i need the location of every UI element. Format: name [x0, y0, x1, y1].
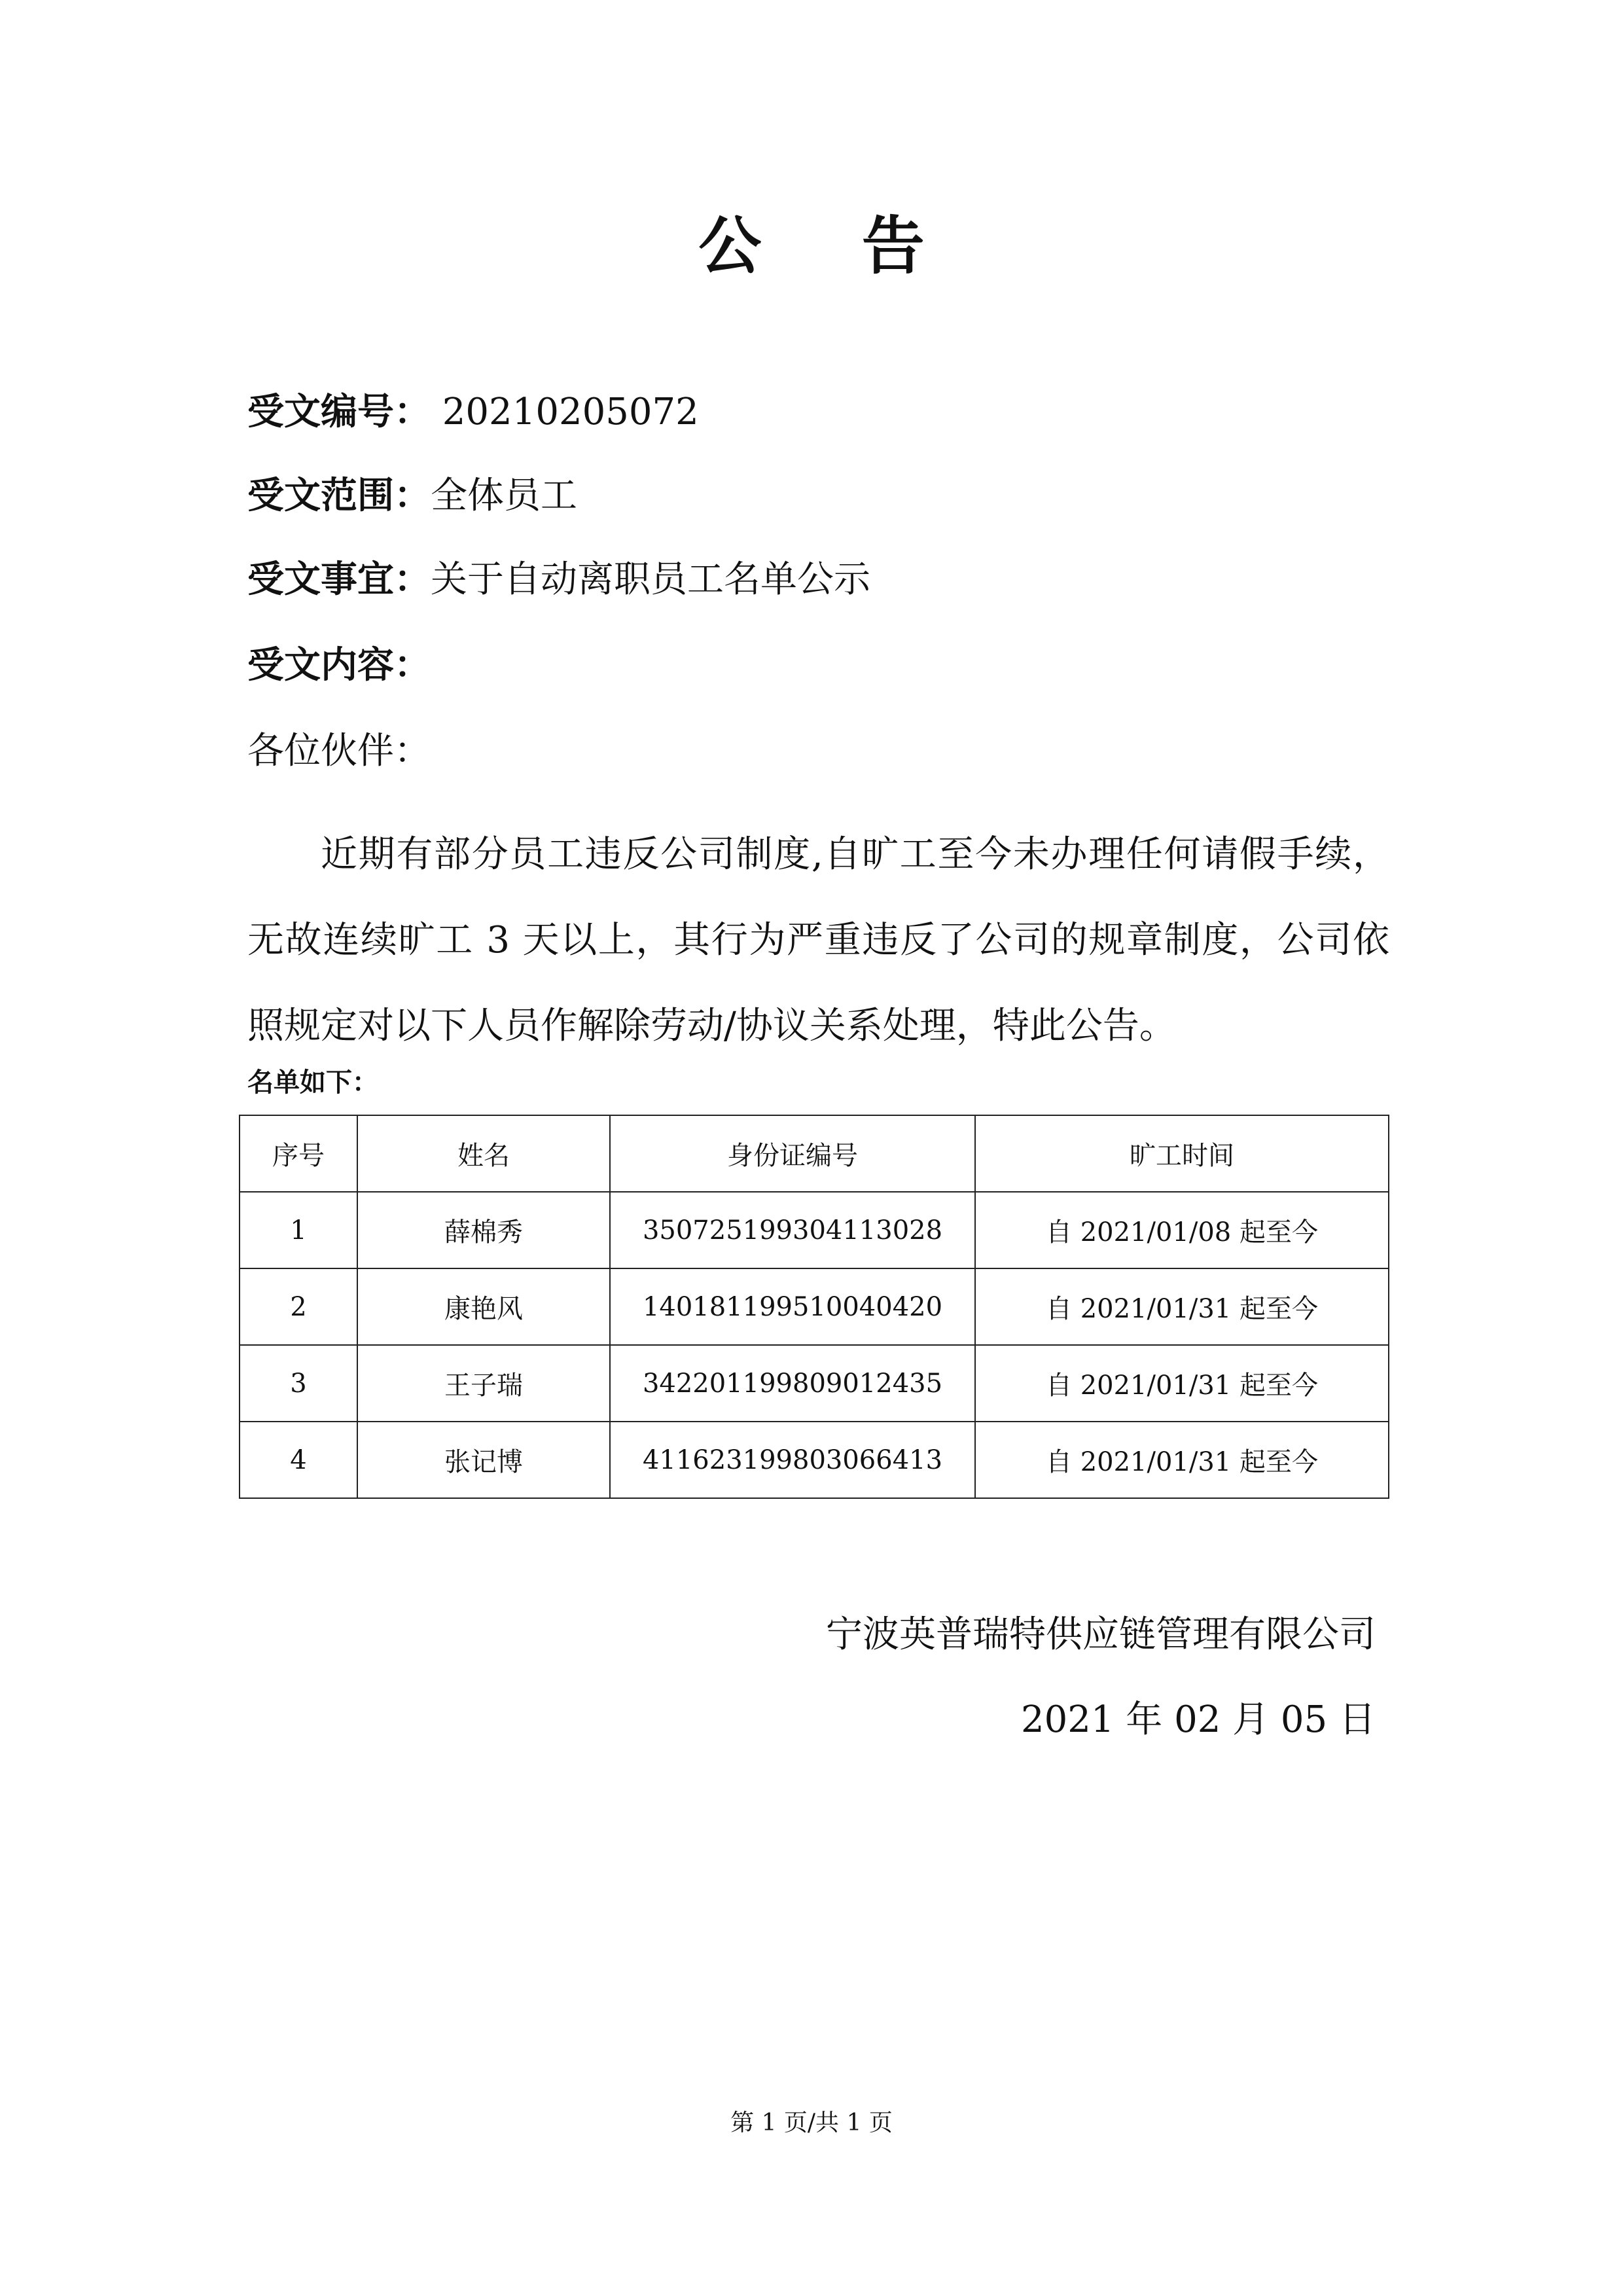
signature-company: 宁波英普瑞特供应链管理有限公司 [826, 1613, 1376, 1656]
greeting: 各位伙伴： [247, 730, 431, 772]
meta-doc-number [247, 386, 699, 439]
meta-label: 受文范围： [247, 475, 431, 517]
row-index: 3 [240, 1345, 357, 1422]
page-title: 公 告 [698, 209, 964, 283]
meta-value: 关于自动离职员工名单公示 [431, 558, 870, 601]
table-row [240, 1192, 1389, 1268]
column-header: 姓名 [357, 1115, 610, 1192]
table-row [240, 1422, 1389, 1498]
employee-table [239, 1115, 1389, 1499]
column-header: 身份证编号 [610, 1115, 975, 1192]
body-paragraph: 近期有部分员工违反公司制度,自旷工至今未办理任何请假手续，无故连续旷工 3 天以上，其行为严重违反了公司的规章制度，公司依照规定对以下人员作解除劳动/协议关系处理，特此公告。 [247, 833, 1389, 1047]
row-index: 2 [240, 1268, 357, 1345]
meta-value: 20210205072 [431, 391, 699, 433]
meta-value: 全体员工 [431, 475, 577, 517]
meta-label: 受文编号： [247, 391, 431, 433]
absence-period: 自 2021/01/08 起至今 [975, 1192, 1389, 1268]
absence-period: 自 2021/01/31 起至今 [975, 1268, 1389, 1345]
id-number: 140181199510040420 [610, 1268, 975, 1345]
meta-subject [247, 554, 870, 606]
meta-label: 受文内容： [247, 644, 431, 687]
row-index: 4 [240, 1422, 357, 1498]
table-header-row [240, 1115, 1389, 1192]
absence-period: 自 2021/01/31 起至今 [975, 1422, 1389, 1498]
employee-name: 薛棉秀 [357, 1192, 610, 1268]
signature-date: 2021 年 02 月 05 日 [1020, 1698, 1376, 1741]
row-index: 1 [240, 1192, 357, 1268]
employee-name: 张记博 [357, 1422, 610, 1498]
list-heading: 名单如下： [247, 1067, 378, 1098]
table-row [240, 1268, 1389, 1345]
table-row [240, 1345, 1389, 1422]
column-header: 序号 [240, 1115, 357, 1192]
employee-name: 王子瑞 [357, 1345, 610, 1422]
meta-scope [247, 470, 577, 522]
meta-label: 受文事宜： [247, 558, 431, 601]
meta-content [247, 639, 431, 692]
column-header: 旷工时间 [975, 1115, 1389, 1192]
employee-name: 康艳风 [357, 1268, 610, 1345]
id-number: 342201199809012435 [610, 1345, 975, 1422]
page-footer: 第 1 页/共 1 页 [730, 2109, 893, 2136]
absence-period: 自 2021/01/31 起至今 [975, 1345, 1389, 1422]
id-number: 411623199803066413 [610, 1422, 975, 1498]
id-number: 350725199304113028 [610, 1192, 975, 1268]
